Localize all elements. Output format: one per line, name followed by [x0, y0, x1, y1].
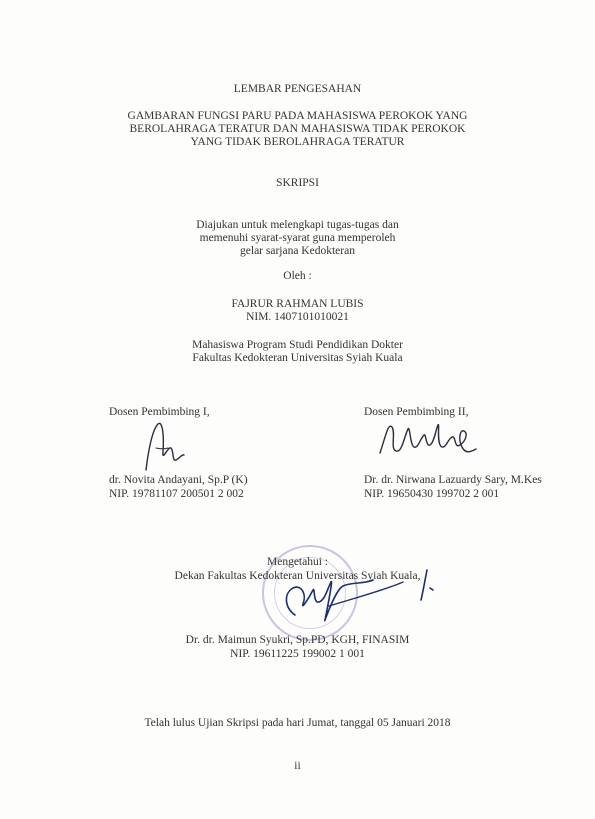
page-number: ii	[294, 760, 301, 772]
document-type: SKRIPSI	[276, 177, 319, 189]
thesis-title-line: GAMBARAN FUNGSI PARU PADA MAHASISWA PEROKOK YANG	[127, 110, 468, 122]
thesis-title	[0, 110, 595, 149]
by-label: Oleh :	[283, 270, 312, 282]
dean-name: Dr. dr. Maimun Syukri, Sp.PD, KGH, FINASIM	[185, 634, 410, 646]
dean-title: Dekan Fakultas Kedokteran Universitas Syiah Kuala,	[174, 570, 421, 582]
supervisor-1-nip: NIP. 19781107 200501 2 002	[109, 488, 244, 500]
purpose-line: memenuhi syarat-syarat guna memperoleh	[199, 232, 396, 244]
acknowledged-label: Mengetahui :	[267, 556, 328, 568]
dean-signature	[255, 560, 435, 630]
supervisor-1-signature	[138, 418, 198, 473]
purpose-statement	[0, 219, 595, 258]
dean-nip: NIP. 19611225 199002 1 001	[230, 648, 365, 660]
supervisor-1-label: Dosen Pembimbing I,	[109, 406, 210, 418]
supervisor-1-name: dr. Novita Andayani, Sp.P (K)	[109, 474, 248, 486]
purpose-line: gelar sarjana Kedokteran	[240, 245, 355, 257]
page-title: LEMBAR PENGESAHAN	[233, 83, 362, 95]
author-block	[0, 298, 595, 324]
author-nim: NIM. 1407101010021	[246, 311, 349, 323]
supervisor-2-name: Dr. dr. Nirwana Lazuardy Sary, M.Kes	[364, 474, 542, 486]
author-name: FAJRUR RAHMAN LUBIS	[231, 298, 364, 310]
thesis-title-line: YANG TIDAK BEROLAHRAGA TERATUR	[190, 136, 405, 148]
supervisor-2-nip: NIP. 19650430 199702 2 001	[364, 488, 500, 500]
program-line: Fakultas Kedokteran Universitas Syiah Kuala	[192, 352, 403, 364]
thesis-title-line: BEROLAHRAGA TERATUR DAN MAHASISWA TIDAK PEROKOK	[129, 123, 466, 135]
exam-note: Telah lulus Ujian Skripsi pada hari Jumat, tanggal 05 Januari 2018	[144, 717, 451, 729]
purpose-line: Diajukan untuk melengkapi tugas-tugas dan	[196, 219, 399, 231]
program-line: Mahasiswa Program Studi Pendidikan Dokter	[192, 339, 403, 351]
supervisor-2-signature	[374, 415, 484, 465]
program-block	[0, 339, 595, 365]
supervisor-2-label: Dosen Pembimbing II,	[364, 406, 469, 418]
